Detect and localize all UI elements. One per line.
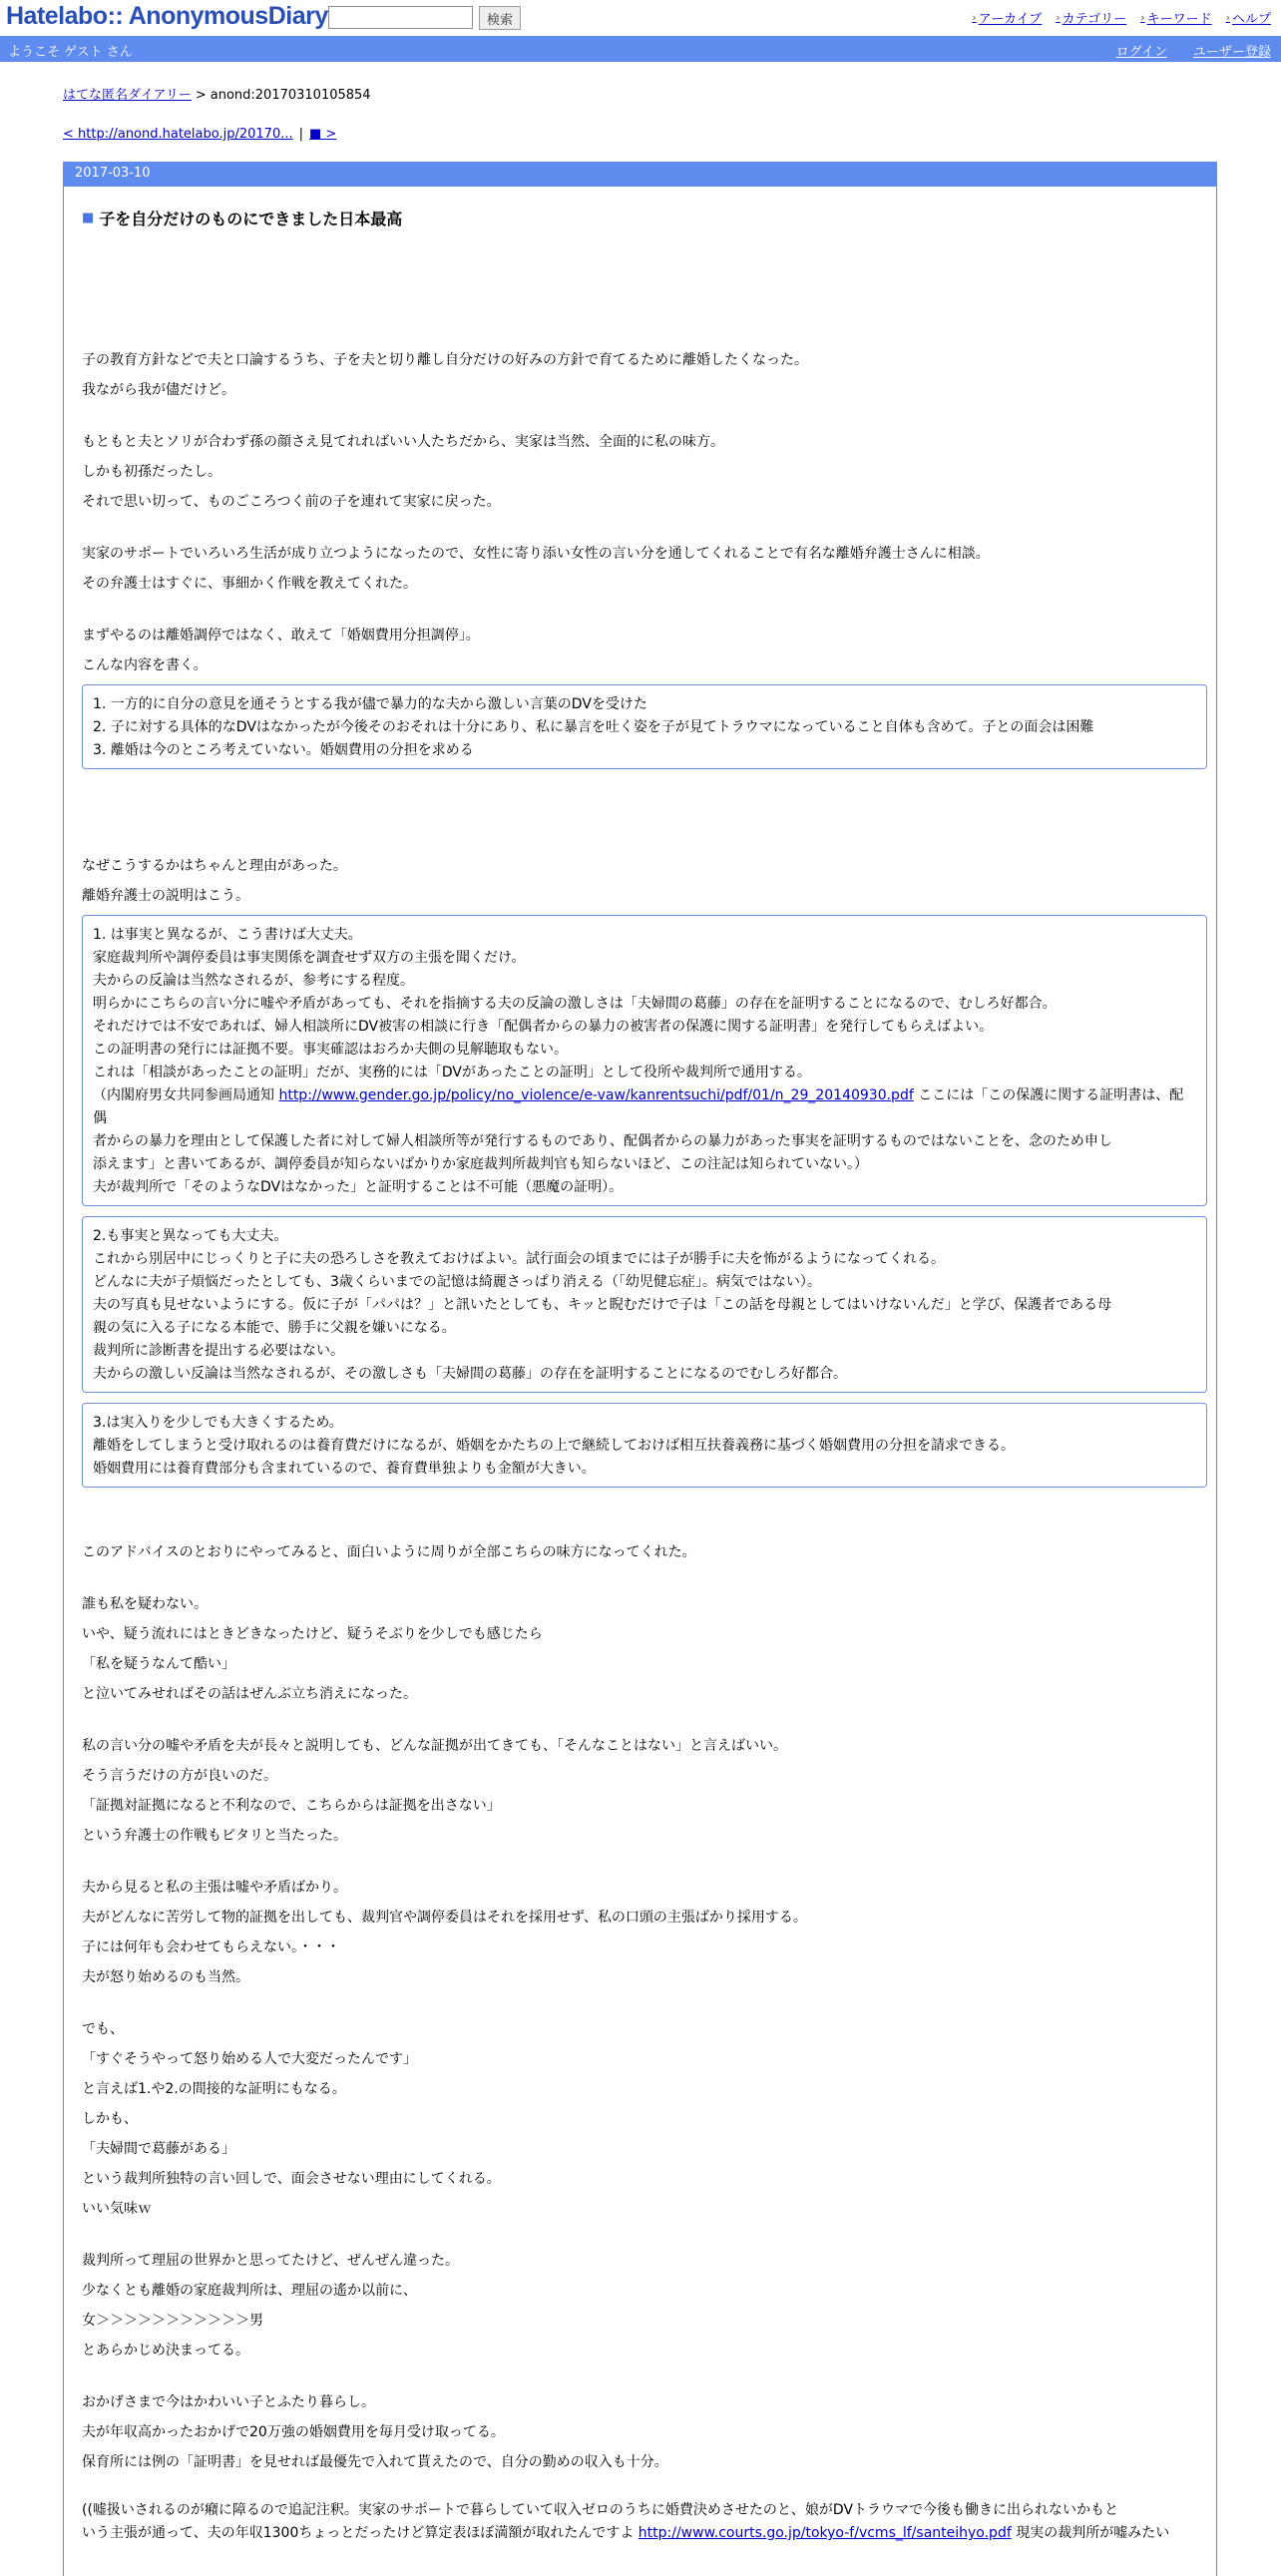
paragraph-line: という裁判所独特の言い回しで、面会させない理由にしてくれる。	[82, 2171, 501, 2187]
paragraph-line: と言えば1.や2.の間接的な証明にもなる。	[82, 2081, 346, 2097]
quote-line: それだけでは不安であれば、婦人相談所にDV被害の相談に行き「配偶者からの暴力の被害者の保護に関する証明書」を発行してもらえばよい。	[93, 1019, 994, 1035]
paragraph-line: 誰も私を疑わない。	[82, 1596, 208, 1612]
paragraph-line: いう主張が通って、夫の年収1300ちょっとだったけど算定表ほぼ満額が取れたんですよ http://www.courts.go.jp/tokyo-f/vcms_lf/santeihyo.pdf 現実の裁判所が嘘みたい	[82, 2525, 1170, 2541]
blockquote	[82, 915, 1207, 1206]
paragraph-line: それで思い切って、ものごころつく前の子を連れて実家に戻った。	[82, 494, 501, 510]
paragraph-line: 少なくとも離婚の家庭裁判所は、理屈の遙か以前に、	[82, 2283, 417, 2299]
entry-title	[82, 207, 402, 229]
paragraph-line: 離婚弁護士の説明はこう。	[82, 888, 249, 904]
nav-keyword[interactable]: › キーワード	[1140, 11, 1212, 27]
quote-line: どんなに夫が子煩悩だったとしても、3歳くらいまでの記憶は綺麗さっぱり消える（「幼児健忘症」。病気ではない）。	[93, 1274, 821, 1290]
quote-line: これから別居中にじっくりと子に夫の恐ろしさを教えておけばよい。試行面会の頃までには子が勝手に夫を怖がるようになってくれる。	[93, 1251, 945, 1267]
paragraph-line: 「すぐそうやって怒り始める人で大変だったんです」	[82, 2051, 417, 2067]
pager-separator: |	[298, 127, 304, 142]
gender-go-jp-link[interactable]: http://www.gender.go.jp/policy/no_violence/e-vaw/kanrentsuchi/pdf/01/n_29_20140930.pdf	[278, 1087, 914, 1103]
paragraph-line: 私の言い分の嘘や矛盾を夫が長々と説明しても、どんな証拠が出てきても、「そんなことはない」と言えばいい。	[82, 1738, 787, 1754]
paragraph-line: とあらかじめ決まってる。	[82, 2343, 249, 2359]
entry-title-text: 子を自分だけのものにできました日本最高	[99, 210, 403, 228]
quote-line: この証明書の発行には証拠不要。事実確認はおろか夫側の見解聴取もない。	[93, 1042, 568, 1058]
top-nav	[972, 8, 1271, 27]
entry-permalink-icon[interactable]: ■	[82, 211, 95, 225]
entry-pager	[63, 127, 336, 142]
register-link[interactable]: ユーザー登録	[1192, 45, 1271, 60]
nav-category[interactable]: › カテゴリー	[1056, 11, 1127, 27]
blockquote	[82, 1216, 1207, 1393]
paragraph-line: ((嘘扱いされるのが癪に障るので追記注釈。実家のサポートで暮らしていて収入ゼロのうちに婚費決めさせたのと、娘がDVトラウマで今後も働きに出られないかもと	[82, 2502, 1119, 2518]
paragraph-line: でも、	[82, 2021, 124, 2037]
day-section	[63, 162, 1217, 2576]
quote-line: 夫からの反論は当然なされるが、参考にする程度。	[93, 973, 414, 989]
courts-go-jp-link[interactable]: http://www.courts.go.jp/tokyo-f/vcms_lf/santeihyo.pdf	[638, 2525, 1012, 2541]
blockquote	[82, 684, 1207, 769]
chevron-right-icon: ›	[972, 11, 977, 24]
breadcrumb	[63, 84, 371, 103]
paragraph-line: 子には何年も会わせてもらえない。・・・	[82, 1939, 340, 1955]
paragraph-line: いや、疑う流れにはときどきなったけど、疑うそぶりを少しでも感じたら	[82, 1626, 543, 1642]
paragraph-line: 保育所には例の「証明書」を見せれば最優先で入れて貰えたので、自分の勤めの収入も十分。	[82, 2454, 668, 2470]
quote-line: 1. 一方的に自分の意見を通そうとする我が儘で暴力的な夫から激しい言葉のDVを受けた	[93, 696, 647, 712]
paragraph-line: と泣いてみせればその話はぜんぶ立ち消えになった。	[82, 1686, 417, 1702]
paragraph-line: こんな内容を書く。	[82, 657, 208, 673]
paragraph-line: しかも初孫だったし。	[82, 464, 221, 480]
prev-entry-link[interactable]: < http://anond.hatelabo.jp/20170...	[63, 127, 293, 142]
paragraph-line: という弁護士の作戦もピタリと当たった。	[82, 1828, 347, 1844]
paragraph-line: その弁護士はすぐに、事細かく作戦を教えてくれた。	[82, 576, 417, 592]
paragraph-line: 「私を疑うなんて酷い」	[82, 1656, 235, 1672]
quote-line: 2.も事実と異なっても大丈夫。	[93, 1228, 288, 1244]
paragraph-line: 「夫婦間で葛藤がある」	[82, 2141, 235, 2157]
quote-line: 1. は事実と異なるが、こう書けば大丈夫。	[93, 927, 362, 943]
quote-line: （内閣府男女共同参画局通知 http://www.gender.go.jp/policy/no_violence/e-vaw/kanrentsuchi/pdf/01/n_29_20140930.pdf ここには「この保護に関する証明書は、配偶	[93, 1087, 1184, 1126]
chevron-right-icon: ›	[1225, 11, 1230, 24]
quote-line: 夫の写真も見せないようにする。仮に子が「パパは？」と訊いたとしても、キッと睨むだけで子は「この話を母親としてはいけないんだ」と学び、保護者である母	[93, 1297, 1112, 1313]
quote-line: 3. 離婚は今のところ考えていない。婚姻費用の分担を求める	[93, 742, 474, 758]
welcome-greeting: ようこそ ゲスト さん	[8, 45, 133, 60]
breadcrumb-separator: >	[195, 88, 207, 103]
paragraph-line: いい気味ｗ	[82, 2201, 152, 2217]
paragraph-line: 女＞＞＞＞＞＞＞＞＞＞＞男	[82, 2313, 263, 2329]
quote-line: 明らかにこちらの言い分に嘘や矛盾があっても、それを指摘する夫の反論の激しさは「夫婦間の葛藤」の存在を証明することになるので、むしろ好都合。	[93, 996, 1057, 1012]
login-link[interactable]: ログイン	[1115, 45, 1167, 60]
paragraph-line: 実家のサポートでいろいろ生活が成り立つようになったので、女性に寄り添い女性の言い分を通してくれることで有名な離婚弁護士さんに相談。	[82, 546, 990, 562]
search-button[interactable]: 検索	[479, 6, 521, 30]
quote-line: 2. 子に対する具体的なDVはなかったが今後そのおそれは十分にあり、私に暴言を吐く姿を子が見てトラウマになっていること自体も含めて。子との面会は困難	[93, 719, 1094, 735]
welcome-bar	[0, 36, 1281, 62]
paragraph-line: しかも、	[82, 2111, 138, 2127]
quote-line: 裁判所に診断書を提出する必要はない。	[93, 1343, 344, 1359]
paragraph-line: 夫から見ると私の主張は嘘や矛盾ばかり。	[82, 1880, 347, 1896]
breadcrumb-home-link[interactable]: はてな匿名ダイアリー	[63, 88, 192, 103]
nav-help[interactable]: › ヘルプ	[1225, 11, 1271, 27]
paragraph-line: おかげさまで今はかわいい子とふたり暮らし。	[82, 2394, 375, 2410]
next-entry-link[interactable]: ■ >	[309, 127, 337, 142]
paragraph-line: このアドバイスのとおりにやってみると、面白いように周りが全部こちらの味方になってくれた。	[82, 1544, 696, 1560]
quote-line: 家庭裁判所や調停委員は事実関係を調査せず双方の主張を聞くだけ。	[93, 950, 526, 966]
top-bar	[0, 0, 1281, 36]
paragraph-line: 夫がどんなに苦労して物的証拠を出しても、裁判官や調停委員はそれを採用せず、私の口頭の主張ばかり採用する。	[82, 1910, 807, 1926]
chevron-right-icon: ›	[1056, 11, 1061, 24]
paragraph-line: そう言うだけの方が良いのだ。	[82, 1768, 277, 1784]
paragraph-line: 夫が年収高かったおかげで20万強の婚姻費用を毎月受け取ってる。	[82, 2424, 505, 2440]
blockquote	[82, 1403, 1207, 1488]
quote-line: 3.は実入りを少しでも大きくするため。	[93, 1415, 343, 1431]
site-logo[interactable]: Hatelabo:: AnonymousDiary	[6, 2, 328, 30]
quote-line: 夫からの激しい反論は当然なされるが、その激しさも「夫婦間の葛藤」の存在を証明することになるのでむしろ好都合。	[93, 1366, 847, 1382]
paragraph-line: 「証拠対証拠になると不利なので、こちらからは証拠を出さない」	[82, 1798, 501, 1814]
quote-line: 者からの暴力を理由として保護した者に対して婦人相談所等が発行するものであり、配偶者からの暴力があった事実を証明するものではないことを、念のため申し	[93, 1133, 1112, 1149]
paragraph-line: まずやるのは離婚調停ではなく、敢えて「婚姻費用分担調停」。	[82, 628, 480, 644]
quote-line: これは「相談があったことの証明」だが、実務的には「DVがあったことの証明」として役所や裁判所で通用する。	[93, 1065, 811, 1080]
nav-archive[interactable]: › アーカイブ	[972, 11, 1043, 27]
quote-line: 親の気に入る子になる本能で、勝手に父親を嫌いになる。	[93, 1320, 456, 1336]
paragraph-line: 裁判所って理屈の世界かと思ってたけど、ぜんぜん違った。	[82, 2253, 459, 2269]
paragraph-line: もともと夫とソリが合わず孫の顔さえ見てれればいい人たちだから、実家は当然、全面的に私の味方。	[82, 434, 724, 450]
quote-line: 離婚をしてしまうと受け取れるのは養育費だけになるが、婚姻をかたちの上で継続しておけば相互扶養義務に基づく婚姻費用の分担を請求できる。	[93, 1438, 1015, 1454]
breadcrumb-current: anond:20170310105854	[210, 88, 371, 103]
quote-line: 夫が裁判所で「そのようなDVはなかった」と証明することは不可能（悪魔の証明）。	[93, 1179, 624, 1195]
entry-body	[82, 345, 1207, 2545]
paragraph-line: 我ながら我が儘だけど。	[82, 382, 235, 398]
day-date: 2017-03-10	[64, 163, 1216, 187]
quote-line: 添えます」と書いてあるが、調停委員が知らないばかりか家庭裁判所裁判官も知らないほど、この注記は知られていない。）	[93, 1156, 868, 1172]
paragraph-line: なぜこうするかはちゃんと理由があった。	[82, 858, 347, 874]
quote-line: 婚姻費用には養育費部分も含まれているので、養育費単独よりも金額が大きい。	[93, 1461, 596, 1477]
search-input[interactable]	[328, 6, 473, 29]
paragraph-line: 子の教育方針などで夫と口論するうち、子を夫と切り離し自分だけの好みの方針で育てるために離婚したくなった。	[82, 352, 808, 368]
paragraph-line: 夫が怒り始めるのも当然。	[82, 1969, 249, 1985]
chevron-right-icon: ›	[1140, 11, 1145, 24]
